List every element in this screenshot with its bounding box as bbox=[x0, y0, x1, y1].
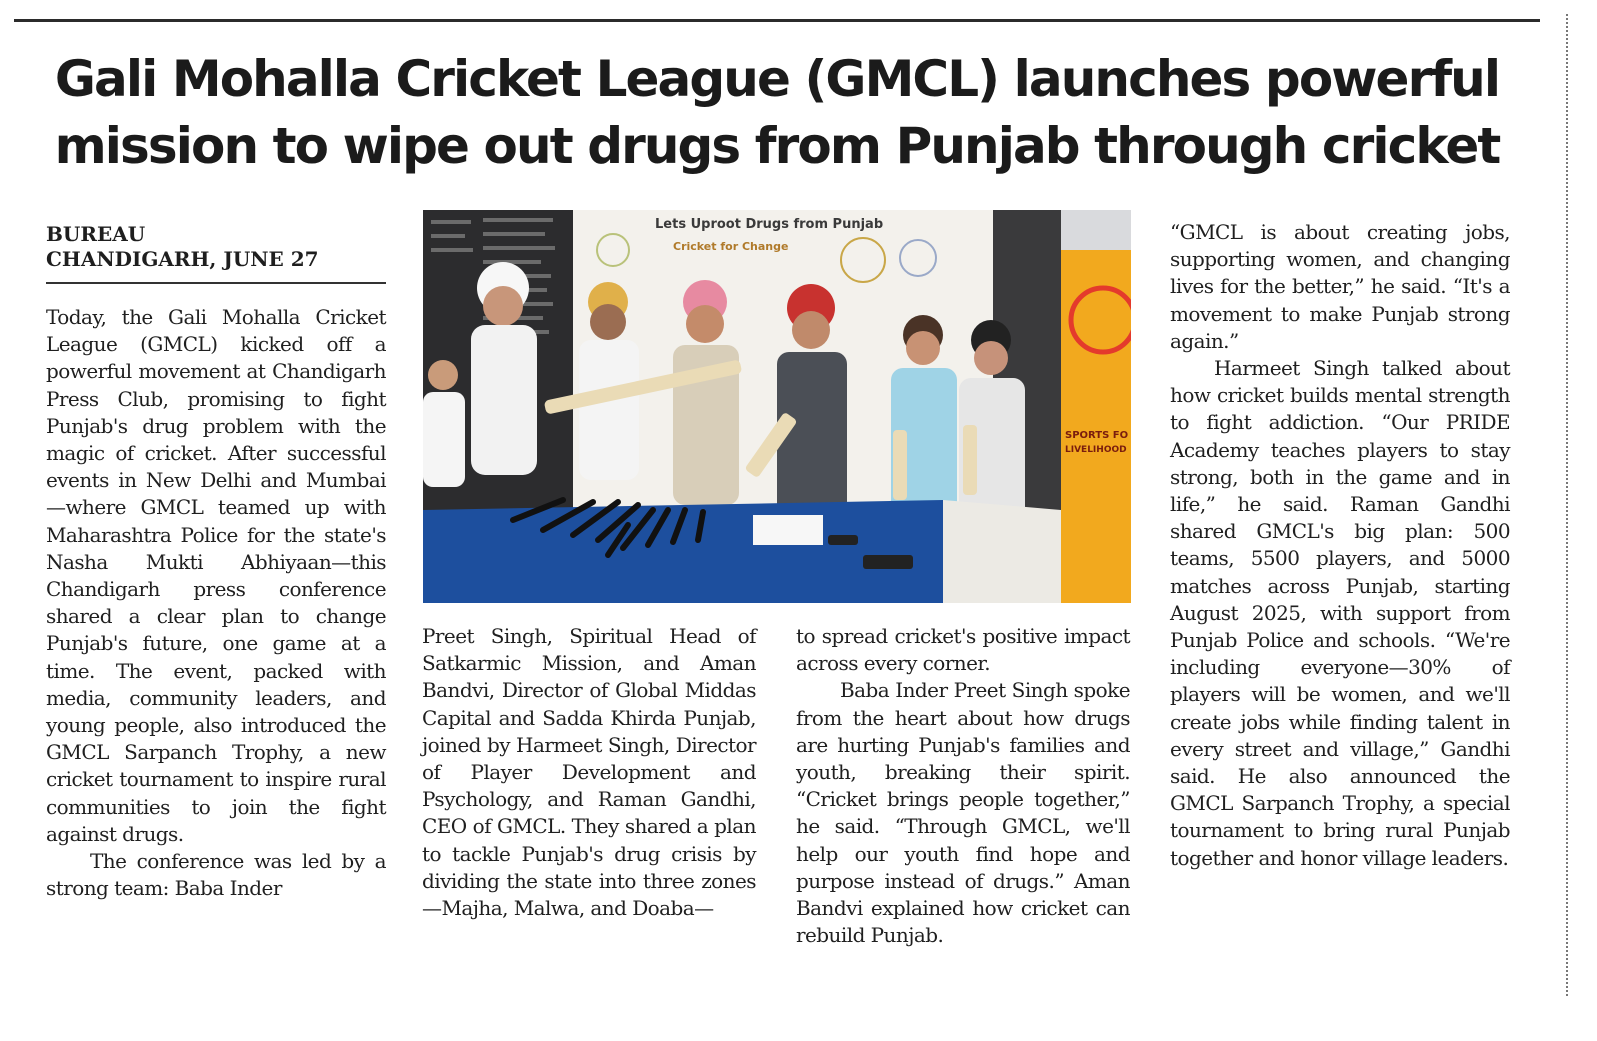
article-paragraph: The conference was led by a strong team: Baba Inder bbox=[46, 849, 386, 901]
photo-banner-text: Lets Uproot Drugs from Punjab bbox=[655, 217, 884, 232]
headline-line-2: mission to wipe out drugs from Punjab through cricket bbox=[54, 117, 1500, 175]
dateline-bureau: BUREAU bbox=[46, 222, 146, 246]
dateline bbox=[46, 222, 386, 272]
article-paragraph: Baba Inder Preet Singh spoke from the heart about how drugs are hurting Punjab's families and youth, breaking their spirit. “Cricket brings people together,” he said. “Through GMCL, we'll help our youth find hope and purpose instead of drugs.” Aman Bandvi explained how cricket can rebuild Punjab. bbox=[796, 678, 1130, 948]
photo-side-banner bbox=[1061, 250, 1131, 603]
headline-line-1: Gali Mohalla Cricket League (GMCL) launches powerful bbox=[54, 50, 1500, 108]
photo-banner-subtext: Cricket for Change bbox=[673, 240, 789, 253]
article-column-1 bbox=[46, 304, 386, 902]
article-paragraph: to spread cricket's positive impact across every corner. bbox=[796, 624, 1130, 676]
photo-side-banner-text-2: LIVELIHOOD bbox=[1065, 445, 1127, 455]
article-column-3 bbox=[796, 623, 1130, 949]
photo-illustration bbox=[423, 210, 1131, 603]
press-conference-photo bbox=[423, 210, 1131, 603]
article-paragraph: Harmeet Singh talked about how cricket builds mental strength to fight addiction. “Our PRIDE Academy teaches players to stay strong, both in the game and in life,” he said. Raman Gandhi shared GMCL's big plan: 500 teams, 5500 players, and 5000 matches across Punjab, starting August 2025, with support from Punjab Police and schools. “We're including everyone—30% of players will be women, and we'll create jobs while finding talent in every street and village,” Gandhi said. He also announced the GMCL Sarpanch Trophy, a special tournament to bring rural Punjab together and honor village leaders. bbox=[1170, 356, 1510, 870]
article-paragraph: Preet Singh, Spiritual Head of Satkarmic Mission, and Aman Bandvi, Director of Global Middas Capital and Sadda Khirda Punjab, joined by Harmeet Singh, Director of Player Development and Psychology, and Raman Gandhi, CEO of GMCL. They shared a plan to tackle Punjab's drug crisis by dividing the state into three zones—Majha, Malwa, and Doaba— bbox=[422, 624, 756, 921]
photo-phone-2 bbox=[828, 535, 858, 545]
photo-phone bbox=[863, 555, 913, 569]
article-column-2 bbox=[422, 623, 756, 922]
photo-table-cloth-edge bbox=[943, 500, 1061, 603]
photo-side-banner-text-1: SPORTS FO bbox=[1065, 430, 1129, 441]
dateline-rule bbox=[46, 282, 386, 284]
headline bbox=[14, 46, 1540, 180]
article-column-4 bbox=[1170, 219, 1510, 872]
article-paragraph: Today, the Gali Mohalla Cricket League (GMCL) kicked off a powerful movement at Chandigarh Press Club, promising to fight Punjab's drug problem with the magic of cricket. After successful events in New Delhi and Mumbai—where GMCL teamed up with Maharashtra Police for the state's Nasha Mukti Abhiyaan—this Chandigarh press conference shared a clear plan to change Punjab's future, one game at a time. The event, packed with media, community leaders, and young people, also introduced the GMCL Sarpanch Trophy, a new cricket tournament to inspire rural communities to join the fight against drugs. bbox=[46, 305, 386, 846]
article-paragraph: “GMCL is about creating jobs, supporting women, and changing lives for the better,” he said. “It's a movement to make Punjab strong again.” bbox=[1170, 220, 1510, 353]
photo-paper bbox=[753, 515, 823, 545]
top-rule bbox=[14, 19, 1540, 22]
dateline-place-date: CHANDIGARH, JUNE 27 bbox=[46, 247, 319, 271]
column-separator-dotted bbox=[1566, 14, 1568, 996]
